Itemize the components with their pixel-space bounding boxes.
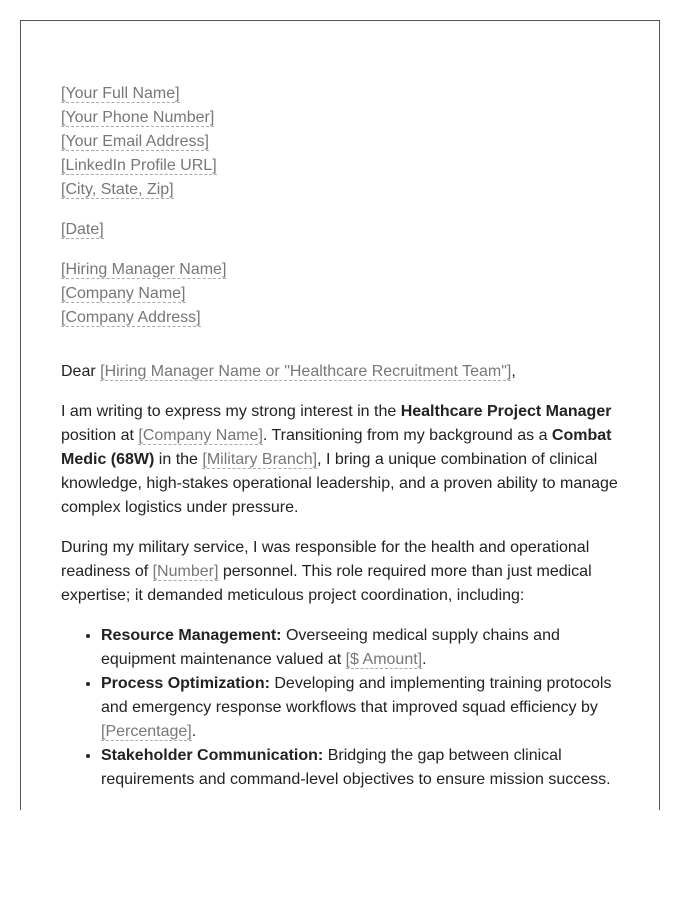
bullet-title: Process Optimization: [101,675,270,692]
amount-placeholder: [$ Amount] [345,651,423,668]
bullet-title: Resource Management: [101,627,282,644]
recipient-company-placeholder: [Company Name] [61,285,186,302]
bullet-title: Stakeholder Communication: [101,747,324,764]
list-item [101,672,626,744]
service-paragraph [61,536,626,608]
sender-email-placeholder: [Your Email Address] [61,133,209,150]
recipient-block [61,258,626,330]
personnel-number-placeholder: [Number] [152,563,219,580]
letter-content [61,82,626,792]
list-item [101,744,626,792]
salutation-prefix: Dear [61,363,101,380]
p1-text-1: I am writing to express my strong interest in the [61,403,401,420]
company-name-placeholder: [Company Name] [138,427,263,444]
bullet-text: Bridging the gap between clinical requirements and command-level objectives to ensure mission success. [101,747,611,788]
sender-phone-placeholder: [Your Phone Number] [61,109,215,126]
job-title: Healthcare Project Manager [400,403,612,420]
letter-page [20,20,660,810]
date-placeholder: [Date] [61,221,104,238]
bullet-end: . [422,651,427,668]
sender-location-placeholder: [City, State, Zip] [61,181,174,198]
recipient-manager-placeholder: [Hiring Manager Name] [61,261,227,278]
sender-block [61,82,626,202]
bullet-text: Overseeing medical supply chains and equipment maintenance valued at [101,627,560,668]
military-role: Combat Medic (68W) [61,427,612,468]
salutation-suffix: , [511,363,516,380]
list-item [101,624,626,672]
p2-text-1: During my military service, I was responsible for the health and operational readiness of [61,539,590,580]
sender-name-placeholder: [Your Full Name] [61,85,180,102]
p2-text-2: personnel. This role required more than just medical expertise; it demanded meticulous project coordination, including: [61,563,592,604]
bullet-end: . [191,723,197,740]
responsibilities-list [61,624,626,792]
p1-text-4: in the [154,451,203,468]
salutation-name-placeholder: [Hiring Manager Name or "Healthcare Recruitment Team"] [100,363,512,380]
p1-text-3: . Transitioning from my background as a [262,427,552,444]
bullet-text: Developing and implementing training protocols and emergency response workflows that improved squad efficiency by [101,675,612,716]
percentage-placeholder: [Percentage] [101,723,192,740]
p1-text-5: , I bring a unique combination of clinical knowledge, high-stakes operational leadership, and a proven ability to manage complex logistics under pressure. [61,451,618,516]
p1-text-2: position at [61,427,139,444]
intro-paragraph [61,400,626,520]
salutation [61,360,626,384]
sender-linkedin-placeholder: [LinkedIn Profile URL] [61,157,217,174]
military-branch-placeholder: [Military Branch] [202,451,318,468]
date-block [61,218,626,242]
recipient-address-placeholder: [Company Address] [61,309,201,326]
